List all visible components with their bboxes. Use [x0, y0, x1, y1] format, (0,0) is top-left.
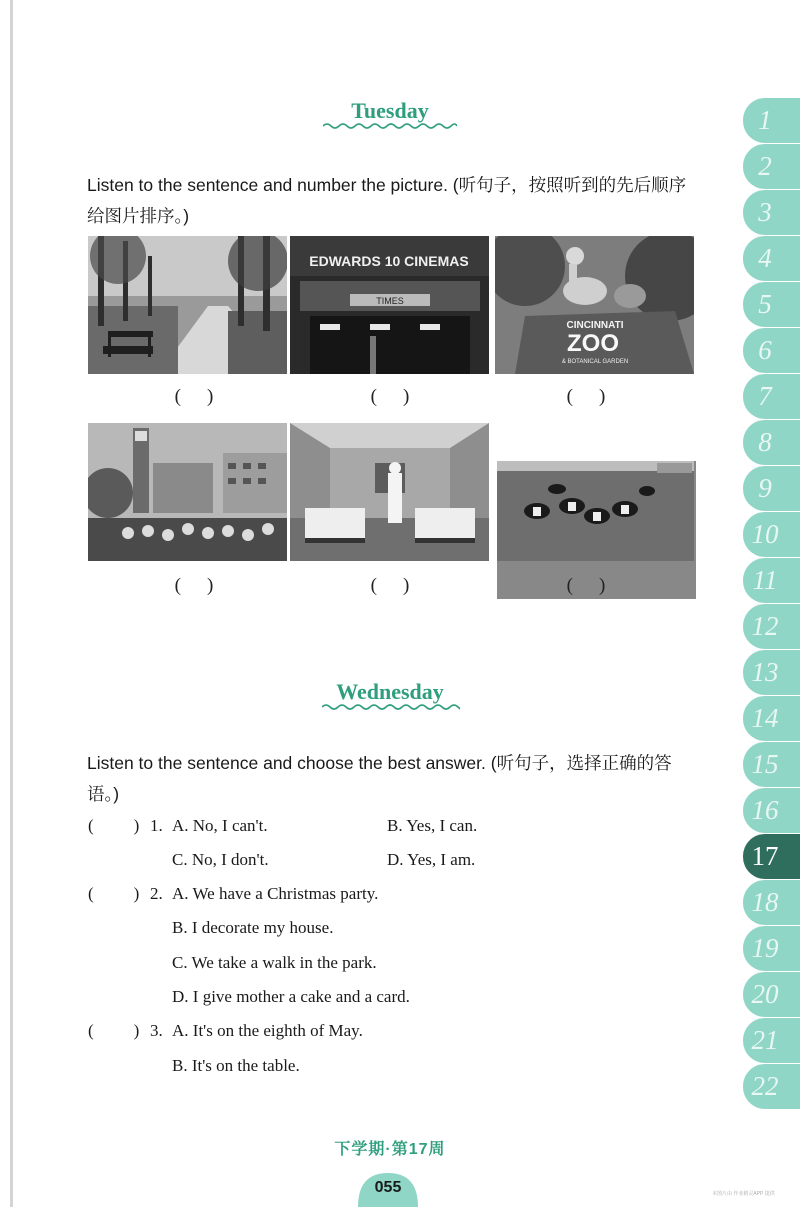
- week-tab-label: 3: [758, 197, 772, 227]
- cinema-photo: [290, 236, 489, 374]
- week-tab-label: 22: [751, 1071, 779, 1101]
- answer-open-paren: (: [88, 884, 94, 903]
- week-tab-label: 14: [751, 703, 779, 733]
- blank-close-paren: ): [403, 386, 410, 407]
- blank-open-paren: (: [370, 386, 377, 407]
- question-1-option-c: C. No, I don't.: [172, 850, 269, 869]
- week-tab-5[interactable]: [743, 282, 800, 327]
- tuesday-title: Tuesday: [351, 98, 429, 123]
- week-tab-11[interactable]: [743, 558, 800, 603]
- answer-close-paren: ): [133, 816, 140, 835]
- week-tab-19[interactable]: [743, 926, 800, 971]
- footer-term-week-label: 下学期·第17周: [334, 1141, 446, 1158]
- week-tab-label: 16: [751, 795, 779, 825]
- question-1-answer-blank[interactable]: [88, 816, 139, 836]
- week-tab-4[interactable]: [743, 236, 800, 281]
- question-3-answer-blank[interactable]: [88, 1021, 139, 1041]
- week-tab-label: 18: [751, 887, 779, 917]
- answer-open-paren: (: [88, 816, 94, 835]
- blank-open-paren: (: [174, 386, 181, 407]
- blank-close-paren: ): [403, 575, 410, 596]
- question-1-number: 1.: [150, 816, 163, 835]
- week-tab-label: 11: [752, 565, 778, 595]
- page-number: 055: [374, 1179, 402, 1196]
- blank-open-paren: (: [370, 575, 377, 596]
- question-1-option-d: D. Yes, I am.: [387, 850, 476, 869]
- tuesday-instruction: Listen to the sentence and number the picture. (听句子，按照听到的先后顺序给图片排序。): [87, 175, 687, 226]
- week-tab-12[interactable]: [743, 604, 800, 649]
- question-2-option-d: D. I give mother a cake and a card.: [172, 987, 410, 1006]
- wednesday-wavy-underline: [322, 703, 460, 711]
- question-3-option-b: B. It's on the table.: [172, 1056, 300, 1075]
- week-tab-6[interactable]: [743, 328, 800, 373]
- week-tab-2[interactable]: [743, 144, 800, 189]
- wednesday-instruction: Listen to the sentence and choose the best answer. (听句子，选择正确的答语。): [87, 753, 672, 804]
- answer-close-paren: ): [133, 884, 140, 903]
- week-tab-label: 10: [751, 519, 779, 549]
- question-2-number: 2.: [150, 884, 163, 903]
- week-tab-label: 12: [751, 611, 779, 641]
- blank-open-paren: (: [566, 575, 573, 596]
- week-tab-22[interactable]: [743, 1064, 800, 1109]
- hospital-room-photo: [290, 423, 489, 561]
- week-tab-label: 19: [751, 933, 779, 963]
- week-tab-17-active[interactable]: [743, 834, 800, 879]
- question-2-option-c: C. We take a walk in the park.: [172, 953, 377, 972]
- week-tab-label: 15: [751, 749, 779, 779]
- week-tab-label: 2: [758, 151, 772, 181]
- blank-picture-3[interactable]: [556, 386, 616, 408]
- week-tab-3[interactable]: [743, 190, 800, 235]
- zoo-photo: [495, 236, 694, 374]
- week-tab-8[interactable]: [743, 420, 800, 465]
- week-tab-7[interactable]: [743, 374, 800, 419]
- blank-picture-1[interactable]: [164, 386, 224, 408]
- blank-picture-4[interactable]: [164, 575, 224, 597]
- question-1-option-a: A. No, I can't.: [172, 816, 268, 835]
- page-spine-line: [10, 0, 13, 1207]
- week-tab-20[interactable]: [743, 972, 800, 1017]
- week-tab-label: 5: [758, 289, 772, 319]
- week-tab-13[interactable]: [743, 650, 800, 695]
- blank-close-paren: ): [207, 386, 214, 407]
- blank-close-paren: ): [207, 575, 214, 596]
- answer-open-paren: (: [88, 1021, 94, 1040]
- cinema-marquee-text: TIMES: [376, 296, 404, 306]
- week-tab-10[interactable]: [743, 512, 800, 557]
- blank-picture-2[interactable]: [360, 386, 420, 408]
- week-tab-14[interactable]: [743, 696, 800, 741]
- zoo-sign-line1: CINCINNATI: [566, 320, 624, 331]
- blank-open-paren: (: [566, 386, 573, 407]
- wednesday-title: Wednesday: [336, 679, 444, 704]
- week-tab-15[interactable]: [743, 742, 800, 787]
- week-tab-label: 17: [751, 841, 779, 871]
- question-3-option-a: A. It's on the eighth of May.: [172, 1021, 363, 1040]
- week-tab-label: 21: [751, 1025, 779, 1055]
- week-tab-label: 6: [758, 335, 772, 365]
- cinema-sign-text: EDWARDS 10 CINEMAS: [309, 253, 469, 269]
- blank-picture-6[interactable]: [556, 575, 616, 597]
- schoolyard-photo: [88, 423, 287, 561]
- week-tab-18[interactable]: [743, 880, 800, 925]
- week-tab-label: 8: [758, 427, 772, 457]
- question-3-number: 3.: [150, 1021, 163, 1040]
- page-number-badge: [356, 1171, 420, 1207]
- answer-close-paren: ): [133, 1021, 140, 1040]
- blank-close-paren: ): [599, 386, 606, 407]
- week-tab-16[interactable]: [743, 788, 800, 833]
- blank-close-paren: ): [599, 575, 606, 596]
- question-2-answer-blank[interactable]: [88, 884, 139, 904]
- week-tab-1[interactable]: [743, 98, 800, 143]
- week-tab-label: 7: [758, 381, 772, 411]
- question-1-option-b: B. Yes, I can.: [387, 816, 478, 835]
- week-tab-21[interactable]: [743, 1018, 800, 1063]
- zoo-sign-line3: & BOTANICAL GARDEN: [561, 359, 629, 365]
- question-2-option-b: B. I decorate my house.: [172, 918, 334, 937]
- week-tab-9[interactable]: [743, 466, 800, 511]
- zoo-sign-line2: ZOO: [567, 330, 619, 357]
- park-path-photo: [88, 236, 287, 374]
- week-tab-label: 9: [758, 473, 772, 503]
- week-tab-label: 13: [751, 657, 779, 687]
- week-tab-label: 1: [758, 105, 772, 135]
- tuesday-wavy-underline: [323, 122, 457, 130]
- question-2-option-a: A. We have a Christmas party.: [172, 884, 379, 903]
- blank-open-paren: (: [174, 575, 181, 596]
- watermark-text: 本图片由 作业精灵APP 提供: [712, 1191, 775, 1197]
- week-tab-label: 4: [758, 243, 772, 273]
- blank-picture-5[interactable]: [360, 575, 420, 597]
- week-tab-label: 20: [751, 979, 779, 1009]
